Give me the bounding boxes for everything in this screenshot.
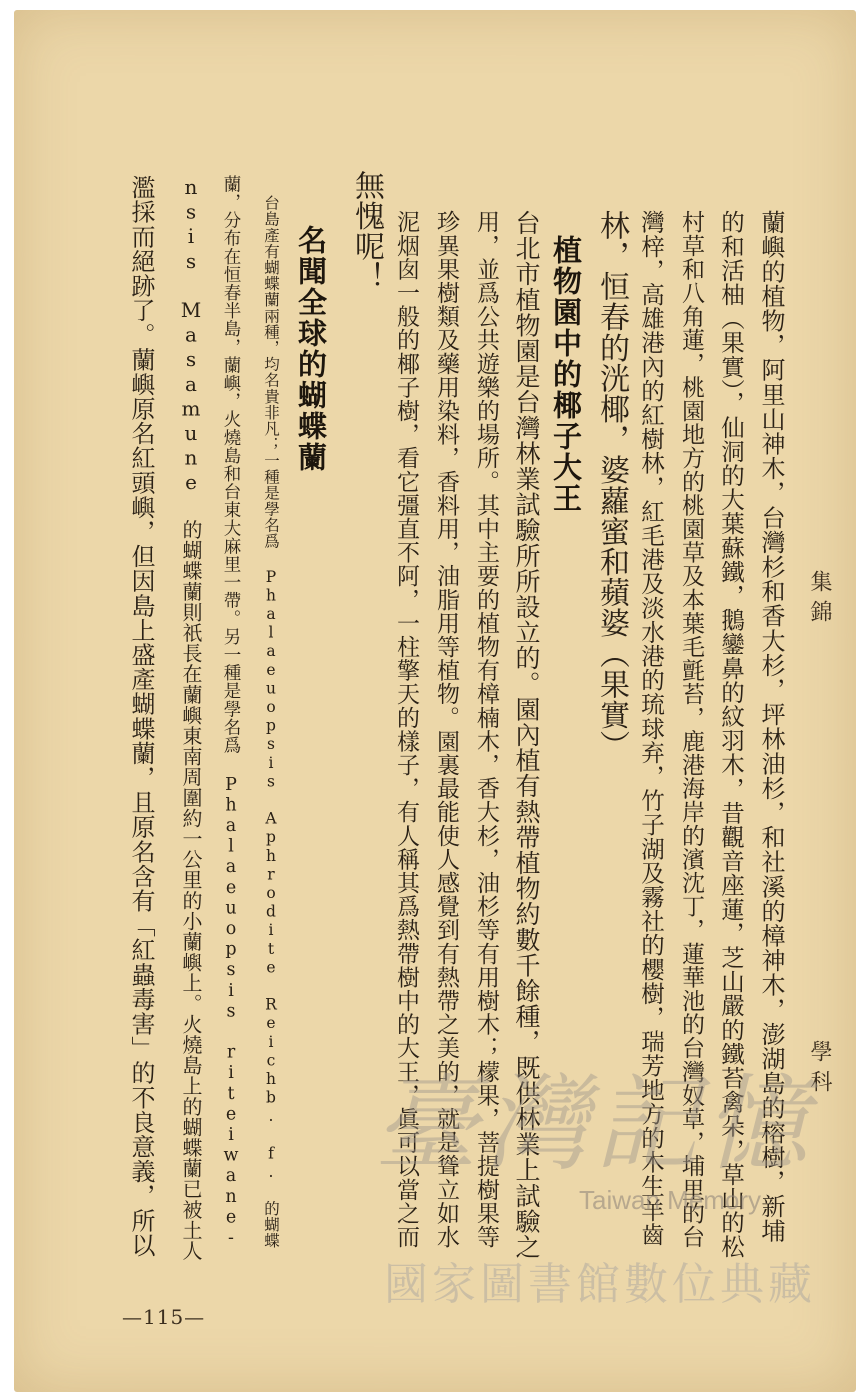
- section-heading-orchid: 名聞全球的蝴蝶蘭: [294, 225, 328, 473]
- text-column-9: 泥烟囱一般的椰子樹，看它彊直不阿，一柱擎天的樣子，有人稱其爲熱帶樹中的大王，眞可以當之而: [393, 210, 419, 1249]
- book-page: [14, 10, 856, 1392]
- margin-label-collection: 集錦: [807, 570, 832, 630]
- text-column-7: 用，並爲公共遊樂的場所。其中主要的植物有樟楠木，香大杉，油杉等有用樹木；檬果，菩提樹果等: [473, 210, 499, 1249]
- text-column-5: 林，恒春的洸椰，婆蘿蜜和蘋婆（果實）: [594, 210, 629, 761]
- text-column-11: 台島產有蝴蝶蘭兩種，均名貴非凡；一種是學名爲 Phalaeuopsis Aphrodite Reichb. f. 的蝴蝶: [262, 195, 280, 1249]
- margin-label-science: 學科: [807, 1040, 832, 1100]
- text-column-2: 的和活柚（果實），仙洞的大葉蘇鐵，鵝鑾鼻的紋羽木，昔觀音座蓮，芝山嚴的鐵苔禽朵，草山的松: [717, 210, 745, 1259]
- text-column-12: 蘭，分布在恒春半島，蘭嶼，火燒島和台東大麻里一帶。另一種是學名爲 Phalaeuopsis riteiwane-: [221, 175, 241, 1249]
- text-column-6: 台北市植物園是台灣林業試驗所所設立的。園內植有熱帶植物約數千餘種，既供林業上試驗之: [512, 210, 541, 1260]
- text-column-1: 蘭嶼的植物，阿里山神木，台灣杉和香大杉，坪林油杉，和社溪的樟神木，澎湖島的榕樹，新埔: [757, 210, 785, 1244]
- watermark-chinese: 臺灣記憶: [374, 1063, 815, 1185]
- section-heading-coconut: 植物園中的椰子大王: [549, 235, 583, 514]
- text-column-14: 濫採而絕跡了。蘭嶼原名紅頭嶼，但因島上盛產蝴蝶蘭，且原名含有「紅蟲毒害」的不良意義，所以: [127, 175, 155, 1258]
- text-column-13: nsis Masamune 的蝴蝶蘭則祇長在蘭嶼東南周圍約一公里的小蘭嶼上。火燒島上的蝴蝶蘭已被土人: [179, 175, 203, 1261]
- watermark-library: 國家圖書館數位典藏: [384, 1259, 816, 1310]
- text-column-8: 珍異果樹類及藥用染料，香料用，油脂用等植物。園裏最能使人感覺到有熱帶之美的，就是聳立如水: [433, 210, 459, 1249]
- text-column-10: 無愧呢！: [349, 170, 384, 293]
- watermark-english: Taiwan Memory: [579, 1185, 762, 1215]
- text-column-3: 村草和八角蓮，桃園地方的桃園草及本葉毛氈苔，鹿港海岸的濱沈丁，蓮華池的台灣奴草，埔里的台: [678, 210, 704, 1249]
- page-number: —115—: [122, 1305, 206, 1329]
- text-column-4: 灣梓，高雄港內的紅樹林，紅毛港及淡水港的琉球弃，竹子湖及霧社的櫻樹，瑞芳地方的木生羊齒: [637, 210, 665, 1247]
